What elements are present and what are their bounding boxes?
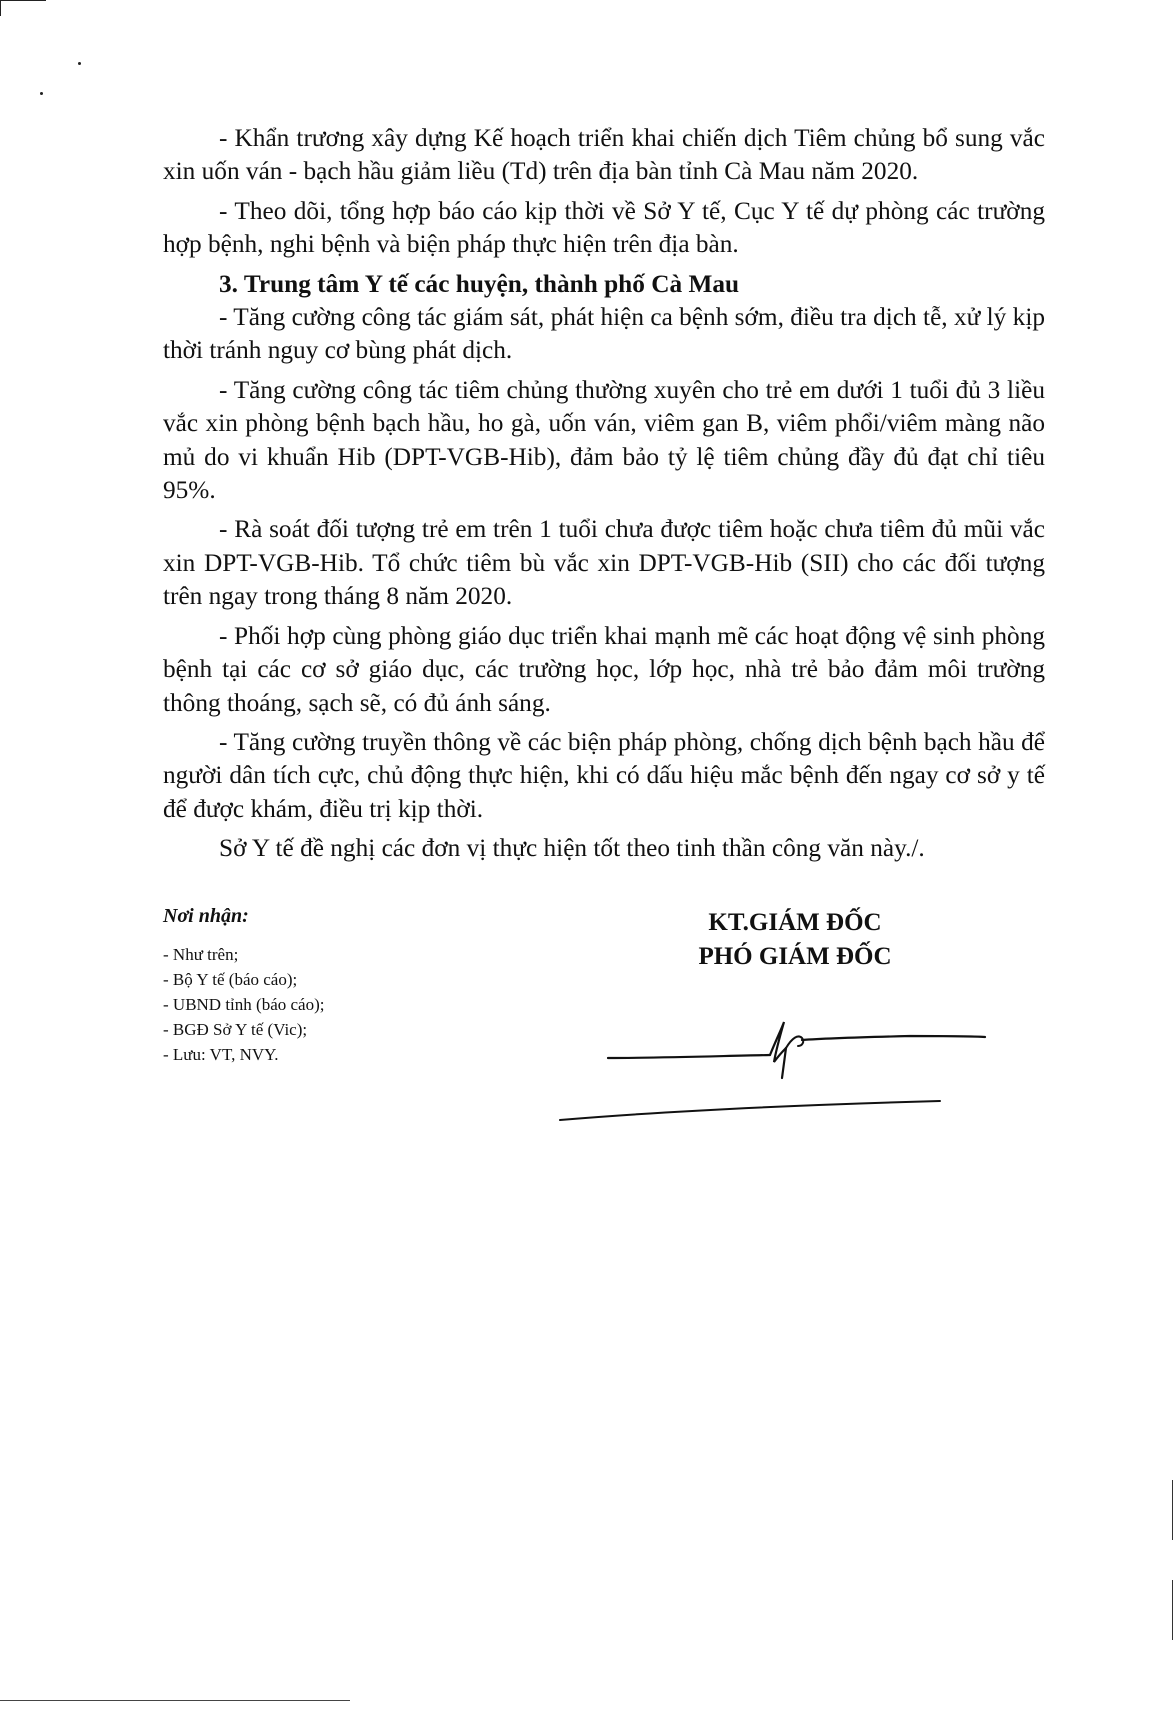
paragraph: - Tăng cường truyền thông về các biện pháp phòng, chống dịch bệnh bạch hầu để người dân tích cực, chủ động thực hiện, khi có dấu hiệu mắc bệnh đến ngay cơ sở y tế để được khám, điều trị kịp thời.: [163, 727, 1045, 823]
recipient-item: - Như trên;: [163, 945, 239, 964]
scan-speck: [78, 62, 81, 65]
closing-paragraph: Sở Y tế đề nghị các đơn vị thực hiện tốt theo tinh thần công văn này./.: [219, 834, 925, 863]
recipients-title: Nơi nhận:: [163, 905, 249, 927]
scan-border-left: [0, 0, 1, 16]
scan-border-top: [0, 0, 46, 1]
signature-title-line1: KT.GIÁM ĐỐC: [708, 909, 882, 936]
recipient-item: - Lưu: VT, NVY.: [163, 1045, 279, 1064]
paragraph: - Khẩn trương xây dựng Kế hoạch triển khai chiến dịch Tiêm chủng bổ sung vắc xin uốn ván - bạch hầu giảm liều (Td) trên địa bàn tỉnh Cà Mau năm 2020.: [163, 124, 1045, 186]
recipients-block: [163, 905, 523, 1067]
signature-title-block: [640, 906, 950, 974]
recipient-item: - Bộ Y tế (báo cáo);: [163, 970, 298, 989]
scan-border-bottom: [0, 1700, 350, 1701]
paragraph: - Theo dõi, tổng hợp báo cáo kịp thời về Sở Y tế, Cục Y tế dự phòng các trường hợp bệnh, nghi bệnh và biện pháp thực hiện trên địa bàn.: [163, 196, 1045, 259]
scan-border-right: [1172, 1480, 1173, 1540]
paragraph: - Tăng cường công tác tiêm chủng thường xuyên cho trẻ em dưới 1 tuổi đủ 3 liều vắc xin phòng bệnh bạch hầu, ho gà, uốn ván, viêm gan B, viêm phổi/viêm màng não mủ do vi khuẩn Hib (DPT-VGB-Hib), đảm bảo tỷ lệ tiêm chủng đầy đủ đạt chỉ tiêu 95%.: [163, 375, 1045, 505]
document-body: [163, 122, 1045, 866]
paragraph: - Rà soát đối tượng trẻ em trên 1 tuổi chưa được tiêm hoặc chưa tiêm đủ mũi vắc xin DPT-VGB-Hib. Tổ chức tiêm bù vắc xin DPT-VGB-Hib (SII) cho các đối tượng trên ngay trong tháng 8 năm 2020.: [163, 515, 1045, 611]
recipient-item: - UBND tỉnh (báo cáo);: [163, 995, 325, 1014]
section-heading: 3. Trung tâm Y tế các huyện, thành phố Cà Mau: [219, 269, 740, 298]
handwritten-signature: [530, 1000, 1050, 1130]
paragraph: - Phối hợp cùng phòng giáo dục triển khai mạnh mẽ các hoạt động vệ sinh phòng bệnh tại các cơ sở giáo dục, các trường học, lớp học, nhà trẻ bảo đảm môi trường thông thoáng, sạch sẽ, có đủ ánh sáng.: [163, 621, 1045, 717]
recipient-item: - BGĐ Sở Y tế (Vic);: [163, 1020, 308, 1039]
recipients-list: [163, 942, 523, 1067]
paragraph: - Tăng cường công tác giám sát, phát hiện ca bệnh sớm, điều tra dịch tễ, xử lý kịp thời tránh nguy cơ bùng phát dịch.: [163, 303, 1045, 365]
scan-speck: [40, 92, 43, 95]
scan-border-right: [1172, 1580, 1173, 1640]
signature-title-line2: PHÓ GIÁM ĐỐC: [698, 943, 892, 970]
